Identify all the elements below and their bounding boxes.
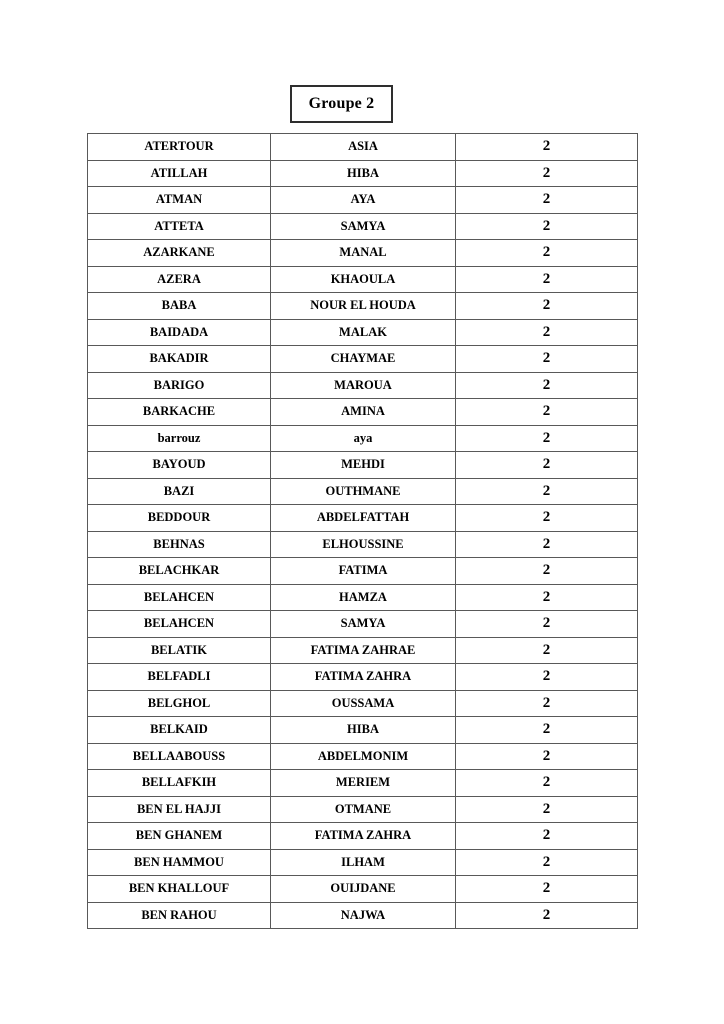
group-cell: 2 bbox=[456, 743, 638, 770]
first-name-cell: NAJWA bbox=[271, 902, 456, 929]
group-cell: 2 bbox=[456, 213, 638, 240]
last-name-cell: BEN RAHOU bbox=[88, 902, 271, 929]
first-name-cell: MERIEM bbox=[271, 770, 456, 797]
table-row bbox=[88, 213, 638, 240]
first-name-cell: FATIMA ZAHRA bbox=[271, 823, 456, 850]
table-row bbox=[88, 823, 638, 850]
first-name-cell: ASIA bbox=[271, 134, 456, 161]
first-name-cell: AMINA bbox=[271, 399, 456, 426]
last-name-cell: BAIDADA bbox=[88, 319, 271, 346]
last-name-cell: barrouz bbox=[88, 425, 271, 452]
table-row bbox=[88, 584, 638, 611]
last-name-cell: BELAHCEN bbox=[88, 584, 271, 611]
first-name-cell: MEHDI bbox=[271, 452, 456, 479]
last-name-cell: BARIGO bbox=[88, 372, 271, 399]
first-name-cell: MALAK bbox=[271, 319, 456, 346]
table-row bbox=[88, 187, 638, 214]
table-row bbox=[88, 770, 638, 797]
first-name-cell: SAMYA bbox=[271, 611, 456, 638]
group-cell: 2 bbox=[456, 240, 638, 267]
group-cell: 2 bbox=[456, 558, 638, 585]
table-row bbox=[88, 478, 638, 505]
table-row bbox=[88, 346, 638, 373]
group-cell: 2 bbox=[456, 346, 638, 373]
first-name-cell: ABDELFATTAH bbox=[271, 505, 456, 532]
first-name-cell: HIBA bbox=[271, 717, 456, 744]
group-cell: 2 bbox=[456, 584, 638, 611]
last-name-cell: BELAHCEN bbox=[88, 611, 271, 638]
table-row bbox=[88, 717, 638, 744]
last-name-cell: BELLAABOUSS bbox=[88, 743, 271, 770]
table-row bbox=[88, 664, 638, 691]
group-cell: 2 bbox=[456, 690, 638, 717]
last-name-cell: BELGHOL bbox=[88, 690, 271, 717]
group-cell: 2 bbox=[456, 505, 638, 532]
students-table-body bbox=[88, 134, 638, 929]
group-cell: 2 bbox=[456, 293, 638, 320]
table-row bbox=[88, 266, 638, 293]
first-name-cell: FATIMA ZAHRA bbox=[271, 664, 456, 691]
last-name-cell: BAYOUD bbox=[88, 452, 271, 479]
group-cell: 2 bbox=[456, 134, 638, 161]
last-name-cell: BELFADLI bbox=[88, 664, 271, 691]
first-name-cell: HIBA bbox=[271, 160, 456, 187]
first-name-cell: AYA bbox=[271, 187, 456, 214]
table-row bbox=[88, 293, 638, 320]
last-name-cell: ATTETA bbox=[88, 213, 271, 240]
group-cell: 2 bbox=[456, 425, 638, 452]
first-name-cell: FATIMA bbox=[271, 558, 456, 585]
first-name-cell: ILHAM bbox=[271, 849, 456, 876]
table-row bbox=[88, 134, 638, 161]
table-row bbox=[88, 558, 638, 585]
last-name-cell: ATILLAH bbox=[88, 160, 271, 187]
last-name-cell: BABA bbox=[88, 293, 271, 320]
group-cell: 2 bbox=[456, 187, 638, 214]
group-cell: 2 bbox=[456, 160, 638, 187]
last-name-cell: AZERA bbox=[88, 266, 271, 293]
first-name-cell: ABDELMONIM bbox=[271, 743, 456, 770]
table-row bbox=[88, 637, 638, 664]
last-name-cell: ATERTOUR bbox=[88, 134, 271, 161]
table-row bbox=[88, 505, 638, 532]
group-cell: 2 bbox=[456, 770, 638, 797]
table-row bbox=[88, 743, 638, 770]
group-cell: 2 bbox=[456, 849, 638, 876]
last-name-cell: ATMAN bbox=[88, 187, 271, 214]
last-name-cell: AZARKANE bbox=[88, 240, 271, 267]
last-name-cell: BEN HAMMOU bbox=[88, 849, 271, 876]
group-cell: 2 bbox=[456, 478, 638, 505]
last-name-cell: BEN EL HAJJI bbox=[88, 796, 271, 823]
group-cell: 2 bbox=[456, 902, 638, 929]
table-row bbox=[88, 611, 638, 638]
first-name-cell: OUSSAMA bbox=[271, 690, 456, 717]
first-name-cell: FATIMA ZAHRAE bbox=[271, 637, 456, 664]
group-cell: 2 bbox=[456, 319, 638, 346]
group-cell: 2 bbox=[456, 372, 638, 399]
last-name-cell: BEDDOUR bbox=[88, 505, 271, 532]
group-title-box bbox=[290, 85, 393, 123]
first-name-cell: OTMANE bbox=[271, 796, 456, 823]
last-name-cell: BAZI bbox=[88, 478, 271, 505]
table-row bbox=[88, 319, 638, 346]
students-table bbox=[87, 133, 638, 929]
group-cell: 2 bbox=[456, 611, 638, 638]
group-cell: 2 bbox=[456, 717, 638, 744]
first-name-cell: aya bbox=[271, 425, 456, 452]
group-cell: 2 bbox=[456, 531, 638, 558]
first-name-cell: KHAOULA bbox=[271, 266, 456, 293]
first-name-cell: OUIJDANE bbox=[271, 876, 456, 903]
table-row bbox=[88, 690, 638, 717]
last-name-cell: BELKAID bbox=[88, 717, 271, 744]
table-row bbox=[88, 160, 638, 187]
table-row bbox=[88, 399, 638, 426]
group-cell: 2 bbox=[456, 266, 638, 293]
table-row bbox=[88, 849, 638, 876]
group-cell: 2 bbox=[456, 637, 638, 664]
table-row bbox=[88, 372, 638, 399]
first-name-cell: CHAYMAE bbox=[271, 346, 456, 373]
last-name-cell: BEN KHALLOUF bbox=[88, 876, 271, 903]
first-name-cell: HAMZA bbox=[271, 584, 456, 611]
group-cell: 2 bbox=[456, 399, 638, 426]
group-cell: 2 bbox=[456, 876, 638, 903]
group-cell: 2 bbox=[456, 452, 638, 479]
last-name-cell: BARKACHE bbox=[88, 399, 271, 426]
table-row bbox=[88, 452, 638, 479]
last-name-cell: BAKADIR bbox=[88, 346, 271, 373]
table-row bbox=[88, 902, 638, 929]
table-row bbox=[88, 876, 638, 903]
table-row bbox=[88, 240, 638, 267]
group-cell: 2 bbox=[456, 823, 638, 850]
first-name-cell: ELHOUSSINE bbox=[271, 531, 456, 558]
last-name-cell: BEN GHANEM bbox=[88, 823, 271, 850]
first-name-cell: OUTHMANE bbox=[271, 478, 456, 505]
first-name-cell: SAMYA bbox=[271, 213, 456, 240]
group-cell: 2 bbox=[456, 796, 638, 823]
table-row bbox=[88, 796, 638, 823]
first-name-cell: NOUR EL HOUDA bbox=[271, 293, 456, 320]
table-row bbox=[88, 531, 638, 558]
group-title: Groupe 2 bbox=[308, 95, 375, 112]
first-name-cell: MANAL bbox=[271, 240, 456, 267]
table-row bbox=[88, 425, 638, 452]
last-name-cell: BELATIK bbox=[88, 637, 271, 664]
last-name-cell: BELACHKAR bbox=[88, 558, 271, 585]
first-name-cell: MAROUA bbox=[271, 372, 456, 399]
last-name-cell: BEHNAS bbox=[88, 531, 271, 558]
last-name-cell: BELLAFKIH bbox=[88, 770, 271, 797]
group-cell: 2 bbox=[456, 664, 638, 691]
